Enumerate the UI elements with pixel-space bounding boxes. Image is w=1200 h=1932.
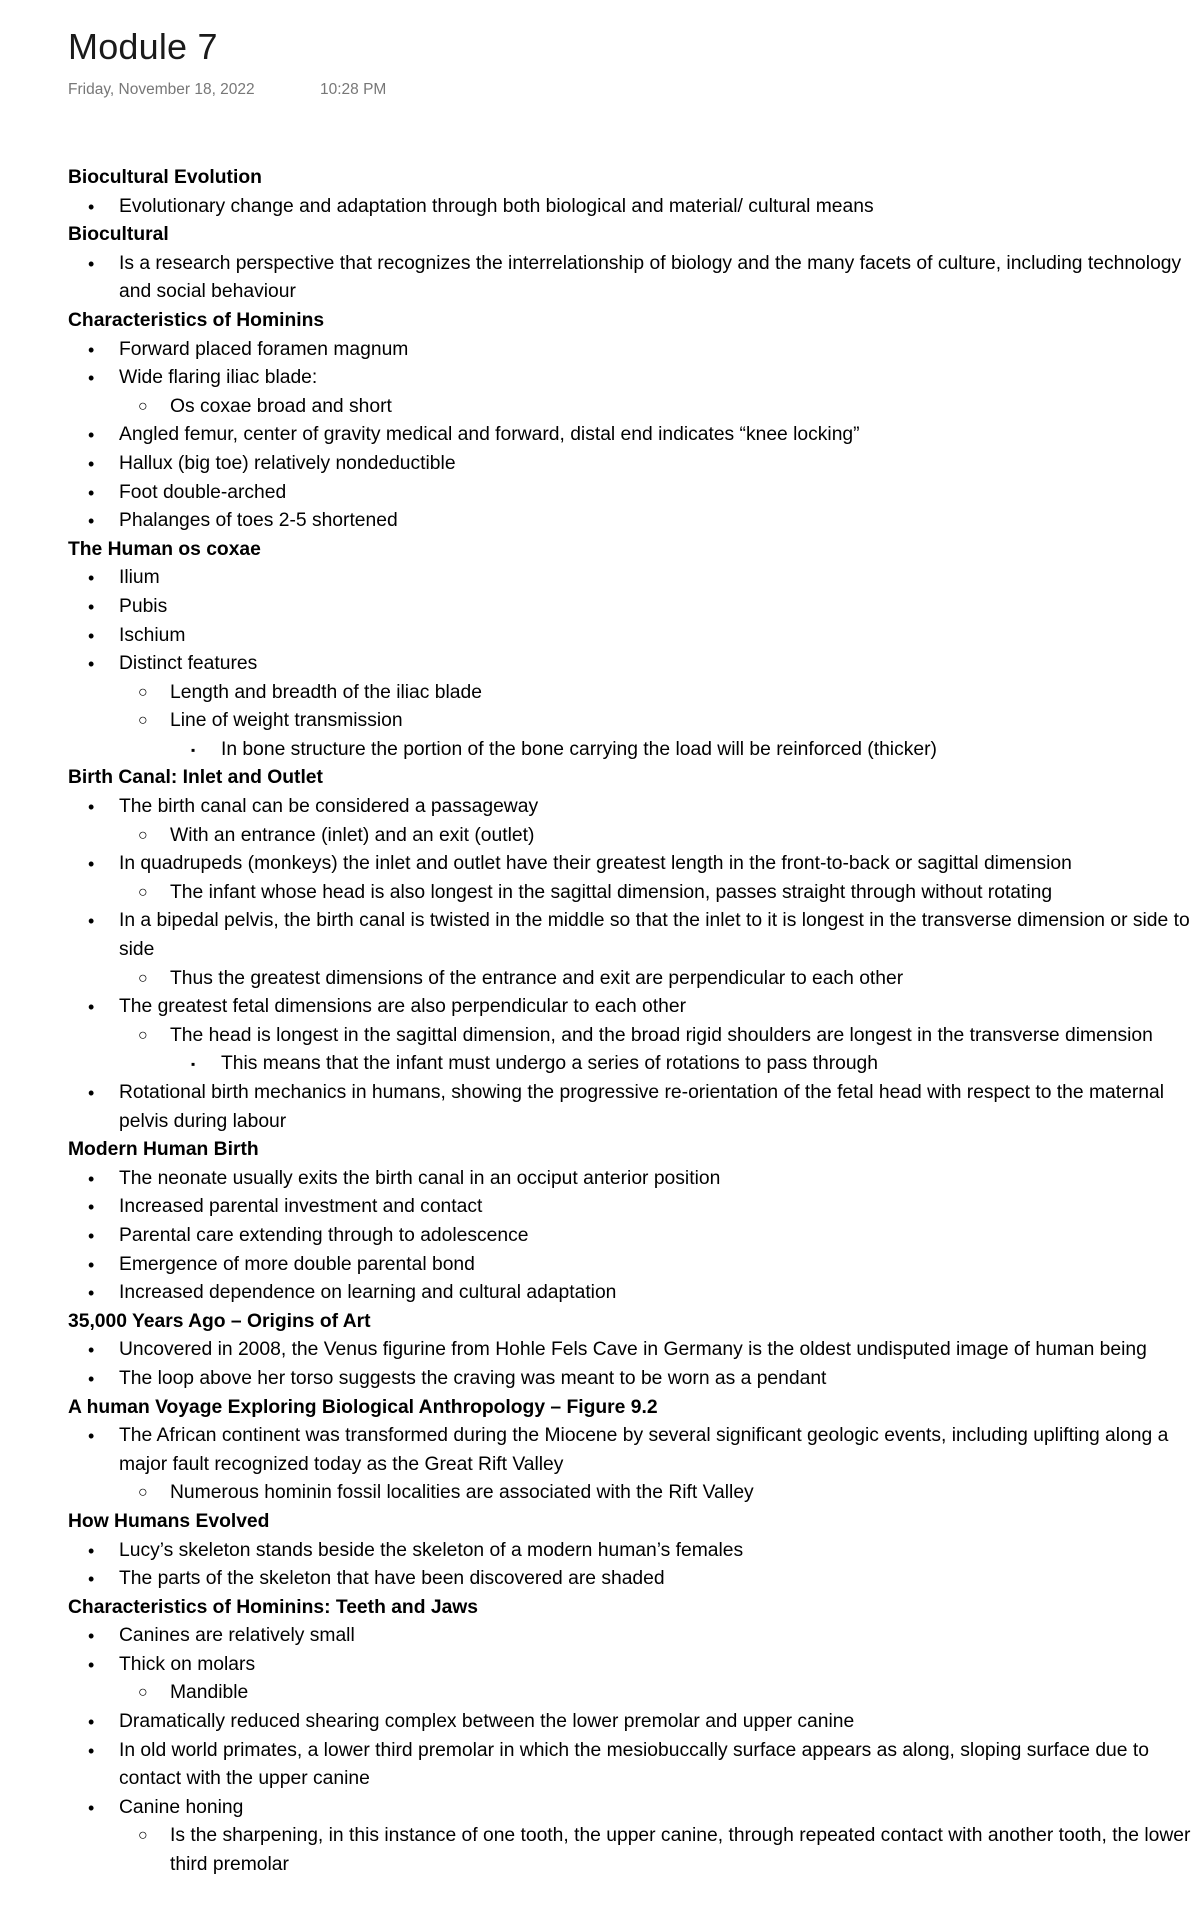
section-heading: The Human os coxae (68, 538, 261, 560)
bullet-item-level-1 (68, 593, 1194, 622)
bullet-text: The African continent was transformed during the Miocene by several significant geologic events, including uplifting along a major fault recognized today as the Great Rift Valley (119, 1425, 1169, 1475)
bullet-icon: • (88, 568, 95, 589)
section-heading: Biocultural Evolution (68, 167, 262, 188)
section-heading: Birth Canal: Inlet and Outlet (68, 767, 323, 789)
bullet-item-level-3 (68, 736, 1194, 765)
bullet-text: Rotational birth mechanics in humans, showing the progressive re-orientation of the fetal head with respect to the maternal pelvis during labour (119, 1082, 1164, 1132)
bullet-item-level-1 (68, 1222, 1194, 1251)
bullet-item-level-1 (68, 564, 1194, 593)
bullet-text: Wide flaring iliac blade: (119, 367, 318, 389)
bullet-text: Ischium (119, 624, 186, 646)
bullet-text: This means that the infant must undergo a series of rotations to pass through (221, 1053, 879, 1075)
bullet-text: Numerous hominin fossil localities are associated with the Rift Valley (170, 1482, 754, 1504)
bullet-item-level-1 (68, 1537, 1194, 1566)
page-title: Module 7 (68, 26, 218, 67)
bullet-icon: • (88, 1569, 95, 1590)
bullet-text: Pubis (119, 595, 168, 617)
bullet-icon: • (88, 425, 95, 446)
bullet-text: The infant whose head is also longest in the sagittal dimension, passes straight through without rotating (170, 881, 1053, 903)
bullet-item-level-2 (68, 393, 1194, 422)
bullet-text: In a bipedal pelvis, the birth canal is twisted in the middle so that the inlet to it is longest in the transverse dimension or side to side (119, 910, 1190, 961)
bullet-text: Phalanges of toes 2-5 shortened (119, 510, 398, 532)
section-heading: Biocultural (68, 224, 169, 246)
bullet-text: Increased dependence on learning and cultural adaptation (119, 1282, 617, 1304)
bullet-text: Parental care extending through to adolescence (119, 1224, 529, 1246)
bullet-icon: • (88, 1712, 95, 1733)
bullet-icon: • (88, 1540, 95, 1561)
bullet-icon: • (88, 596, 95, 617)
bullet-text: In quadrupeds (monkeys) the inlet and outlet have their greatest length in the front-to-back or sagittal dimension (119, 853, 1072, 875)
bullet-item-level-2 (68, 879, 1194, 908)
section-heading: Characteristics of Hominins: Teeth and Jaws (68, 1596, 479, 1618)
bullet-item-level-1 (68, 250, 1194, 307)
bullet-item-level-1 (68, 193, 1194, 222)
bullet-icon: • (88, 1254, 95, 1275)
bullet-icon: • (88, 511, 95, 532)
section-heading: How Humans Evolved (68, 1510, 270, 1532)
bullet-text: In bone structure the portion of the bone carrying the load will be reinforced (thicker) (221, 738, 937, 760)
bullet-text: Os coxae broad and short (170, 395, 392, 417)
bullet-icon: ○ (138, 683, 148, 701)
bullet-icon: • (88, 253, 95, 274)
bullet-text: Emergence of more double parental bond (119, 1253, 475, 1275)
bullet-icon: • (88, 482, 95, 503)
bullet-text: Mandible (170, 1682, 249, 1704)
bullet-item-level-2 (68, 1479, 1194, 1508)
bullet-icon: • (88, 654, 95, 675)
bullet-item-level-1 (68, 993, 1194, 1022)
bullet-icon: • (88, 1797, 95, 1818)
bullet-icon: ○ (138, 712, 148, 730)
note-time: 10:28 PM (320, 81, 387, 98)
note-body[interactable] (68, 164, 1194, 1880)
bullet-item-level-1 (68, 850, 1194, 879)
bullet-text: Uncovered in 2008, the Venus figurine from Hohle Fels Cave in Germany is the oldest undisputed image of human being (119, 1339, 1147, 1361)
bullet-item-level-2 (68, 679, 1194, 708)
bullet-text: The loop above her torso suggests the craving was meant to be worn as a pendant (119, 1367, 827, 1389)
bullet-item-level-3 (68, 1050, 1194, 1079)
bullet-icon: • (88, 911, 95, 932)
bullet-icon: • (88, 1368, 95, 1389)
bullet-icon: • (88, 1626, 95, 1647)
bullet-icon: ○ (138, 1827, 148, 1845)
bullet-item-level-1 (68, 1279, 1194, 1308)
bullet-text: Line of weight transmission (170, 710, 403, 732)
bullet-icon: • (88, 339, 95, 360)
bullet-text: Dramatically reduced shearing complex between the lower premolar and upper canine (119, 1711, 855, 1733)
bullet-text: Is a research perspective that recognizes the interrelationship of biology and the many facets of culture, including technology and social behaviour (119, 252, 1182, 303)
bullet-icon: • (88, 1225, 95, 1246)
bullet-icon: ○ (138, 397, 148, 415)
bullet-text: Canine honing (119, 1796, 244, 1818)
bullet-icon: ▪ (191, 742, 196, 757)
bullet-text: Foot double-arched (119, 481, 287, 503)
bullet-icon: ○ (138, 826, 148, 844)
bullet-item-level-1 (68, 336, 1194, 365)
bullet-text: Thus the greatest dimensions of the entrance and exit are perpendicular to each other (170, 967, 904, 989)
bullet-item-level-1 (68, 364, 1194, 393)
bullet-item-level-2 (68, 965, 1194, 994)
bullet-icon: • (88, 453, 95, 474)
bullet-item-level-2 (68, 1822, 1194, 1879)
bullet-text: Hallux (big toe) relatively nondeductible (119, 452, 456, 474)
bullet-item-level-1 (68, 1193, 1194, 1222)
bullet-icon: ○ (138, 1026, 148, 1044)
section-heading: Modern Human Birth (68, 1139, 259, 1161)
bullet-icon: • (88, 625, 95, 646)
bullet-text: Is the sharpening, in this instance of one tooth, the upper canine, through repeated contact with another tooth, the lower third premolar (170, 1825, 1191, 1876)
bullet-text: Forward placed foramen magnum (119, 338, 409, 360)
bullet-icon: • (88, 1740, 95, 1761)
bullet-text: The parts of the skeleton that have been discovered are shaded (119, 1568, 665, 1590)
bullet-item-level-1 (68, 1651, 1194, 1680)
bullet-icon: • (88, 1340, 95, 1361)
bullet-item-level-2 (68, 1022, 1194, 1051)
bullet-item-level-2 (68, 822, 1194, 851)
bullet-item-level-1 (68, 1565, 1194, 1594)
section-heading: Characteristics of Hominins (68, 309, 325, 331)
bullet-item-level-1 (68, 1165, 1194, 1194)
bullet-icon: • (88, 797, 95, 818)
bullet-text: Thick on molars (119, 1653, 256, 1675)
bullet-icon: • (88, 1083, 95, 1103)
bullet-text: With an entrance (inlet) and an exit (outlet) (170, 824, 535, 846)
bullet-text: Increased parental investment and contact (119, 1196, 483, 1218)
bullet-item-level-1 (68, 650, 1194, 679)
bullet-item-level-1 (68, 1422, 1194, 1479)
bullet-text: Length and breadth of the iliac blade (170, 681, 482, 703)
bullet-text: Distinct features (119, 653, 258, 675)
bullet-item-level-1 (68, 479, 1194, 508)
bullet-icon: • (88, 1426, 95, 1447)
bullet-text: Evolutionary change and adaptation through both biological and material/ cultural means (119, 195, 874, 217)
bullet-item-level-1 (68, 793, 1194, 822)
bullet-item-level-1 (68, 1365, 1194, 1394)
bullet-item-level-2 (68, 1679, 1194, 1708)
bullet-item-level-1 (68, 1079, 1194, 1136)
bullet-text: Ilium (119, 567, 160, 589)
bullet-icon: • (88, 1197, 95, 1218)
bullet-text: In old world primates, a lower third premolar in which the mesiobuccally surface appears as along, sloping surface due to contact with the upper canine (119, 1739, 1149, 1790)
bullet-icon: • (88, 854, 95, 875)
bullet-icon: • (88, 1283, 95, 1304)
bullet-text: Angled femur, center of gravity medical and forward, distal end indicates “knee locking” (119, 424, 860, 446)
note-date: Friday, November 18, 2022 (68, 81, 255, 98)
section-heading: 35,000 Years Ago – Origins of Art (68, 1310, 371, 1332)
bullet-item-level-1 (68, 1708, 1194, 1737)
bullet-icon: ○ (138, 1484, 148, 1502)
bullet-icon: ▪ (191, 1057, 196, 1072)
bullet-icon: ○ (138, 883, 148, 901)
bullet-icon: ○ (138, 969, 148, 987)
bullet-item-level-1 (68, 450, 1194, 479)
bullet-item-level-1 (68, 421, 1194, 450)
bullet-text: Canines are relatively small (119, 1625, 355, 1647)
bullet-text: Lucy’s skeleton stands beside the skeleton of a modern human’s females (119, 1539, 744, 1561)
bullet-item-level-1 (68, 622, 1194, 651)
bullet-item-level-1 (68, 1251, 1194, 1280)
bullet-item-level-1 (68, 1622, 1194, 1651)
bullet-icon: • (88, 1168, 95, 1189)
bullet-icon: ○ (138, 1684, 148, 1702)
bullet-item-level-1 (68, 907, 1194, 964)
bullet-item-level-1 (68, 507, 1194, 536)
section-heading: A human Voyage Exploring Biological Anthropology – Figure 9.2 (68, 1396, 658, 1418)
bullet-text: The greatest fetal dimensions are also perpendicular to each other (119, 996, 686, 1018)
bullet-icon: • (88, 368, 95, 389)
bullet-item-level-1 (68, 1794, 1194, 1823)
bullet-item-level-1 (68, 1737, 1194, 1794)
bullet-icon: • (88, 196, 95, 217)
bullet-item-level-2 (68, 707, 1194, 736)
bullet-icon: • (88, 1654, 95, 1675)
bullet-icon: • (88, 997, 95, 1018)
bullet-text: The birth canal can be considered a passageway (119, 796, 539, 818)
bullet-text: The head is longest in the sagittal dimension, and the broad rigid shoulders are longest in the transverse dimension (170, 1024, 1153, 1046)
bullet-item-level-1 (68, 1336, 1194, 1365)
bullet-text: The neonate usually exits the birth canal in an occiput anterior position (119, 1167, 721, 1189)
